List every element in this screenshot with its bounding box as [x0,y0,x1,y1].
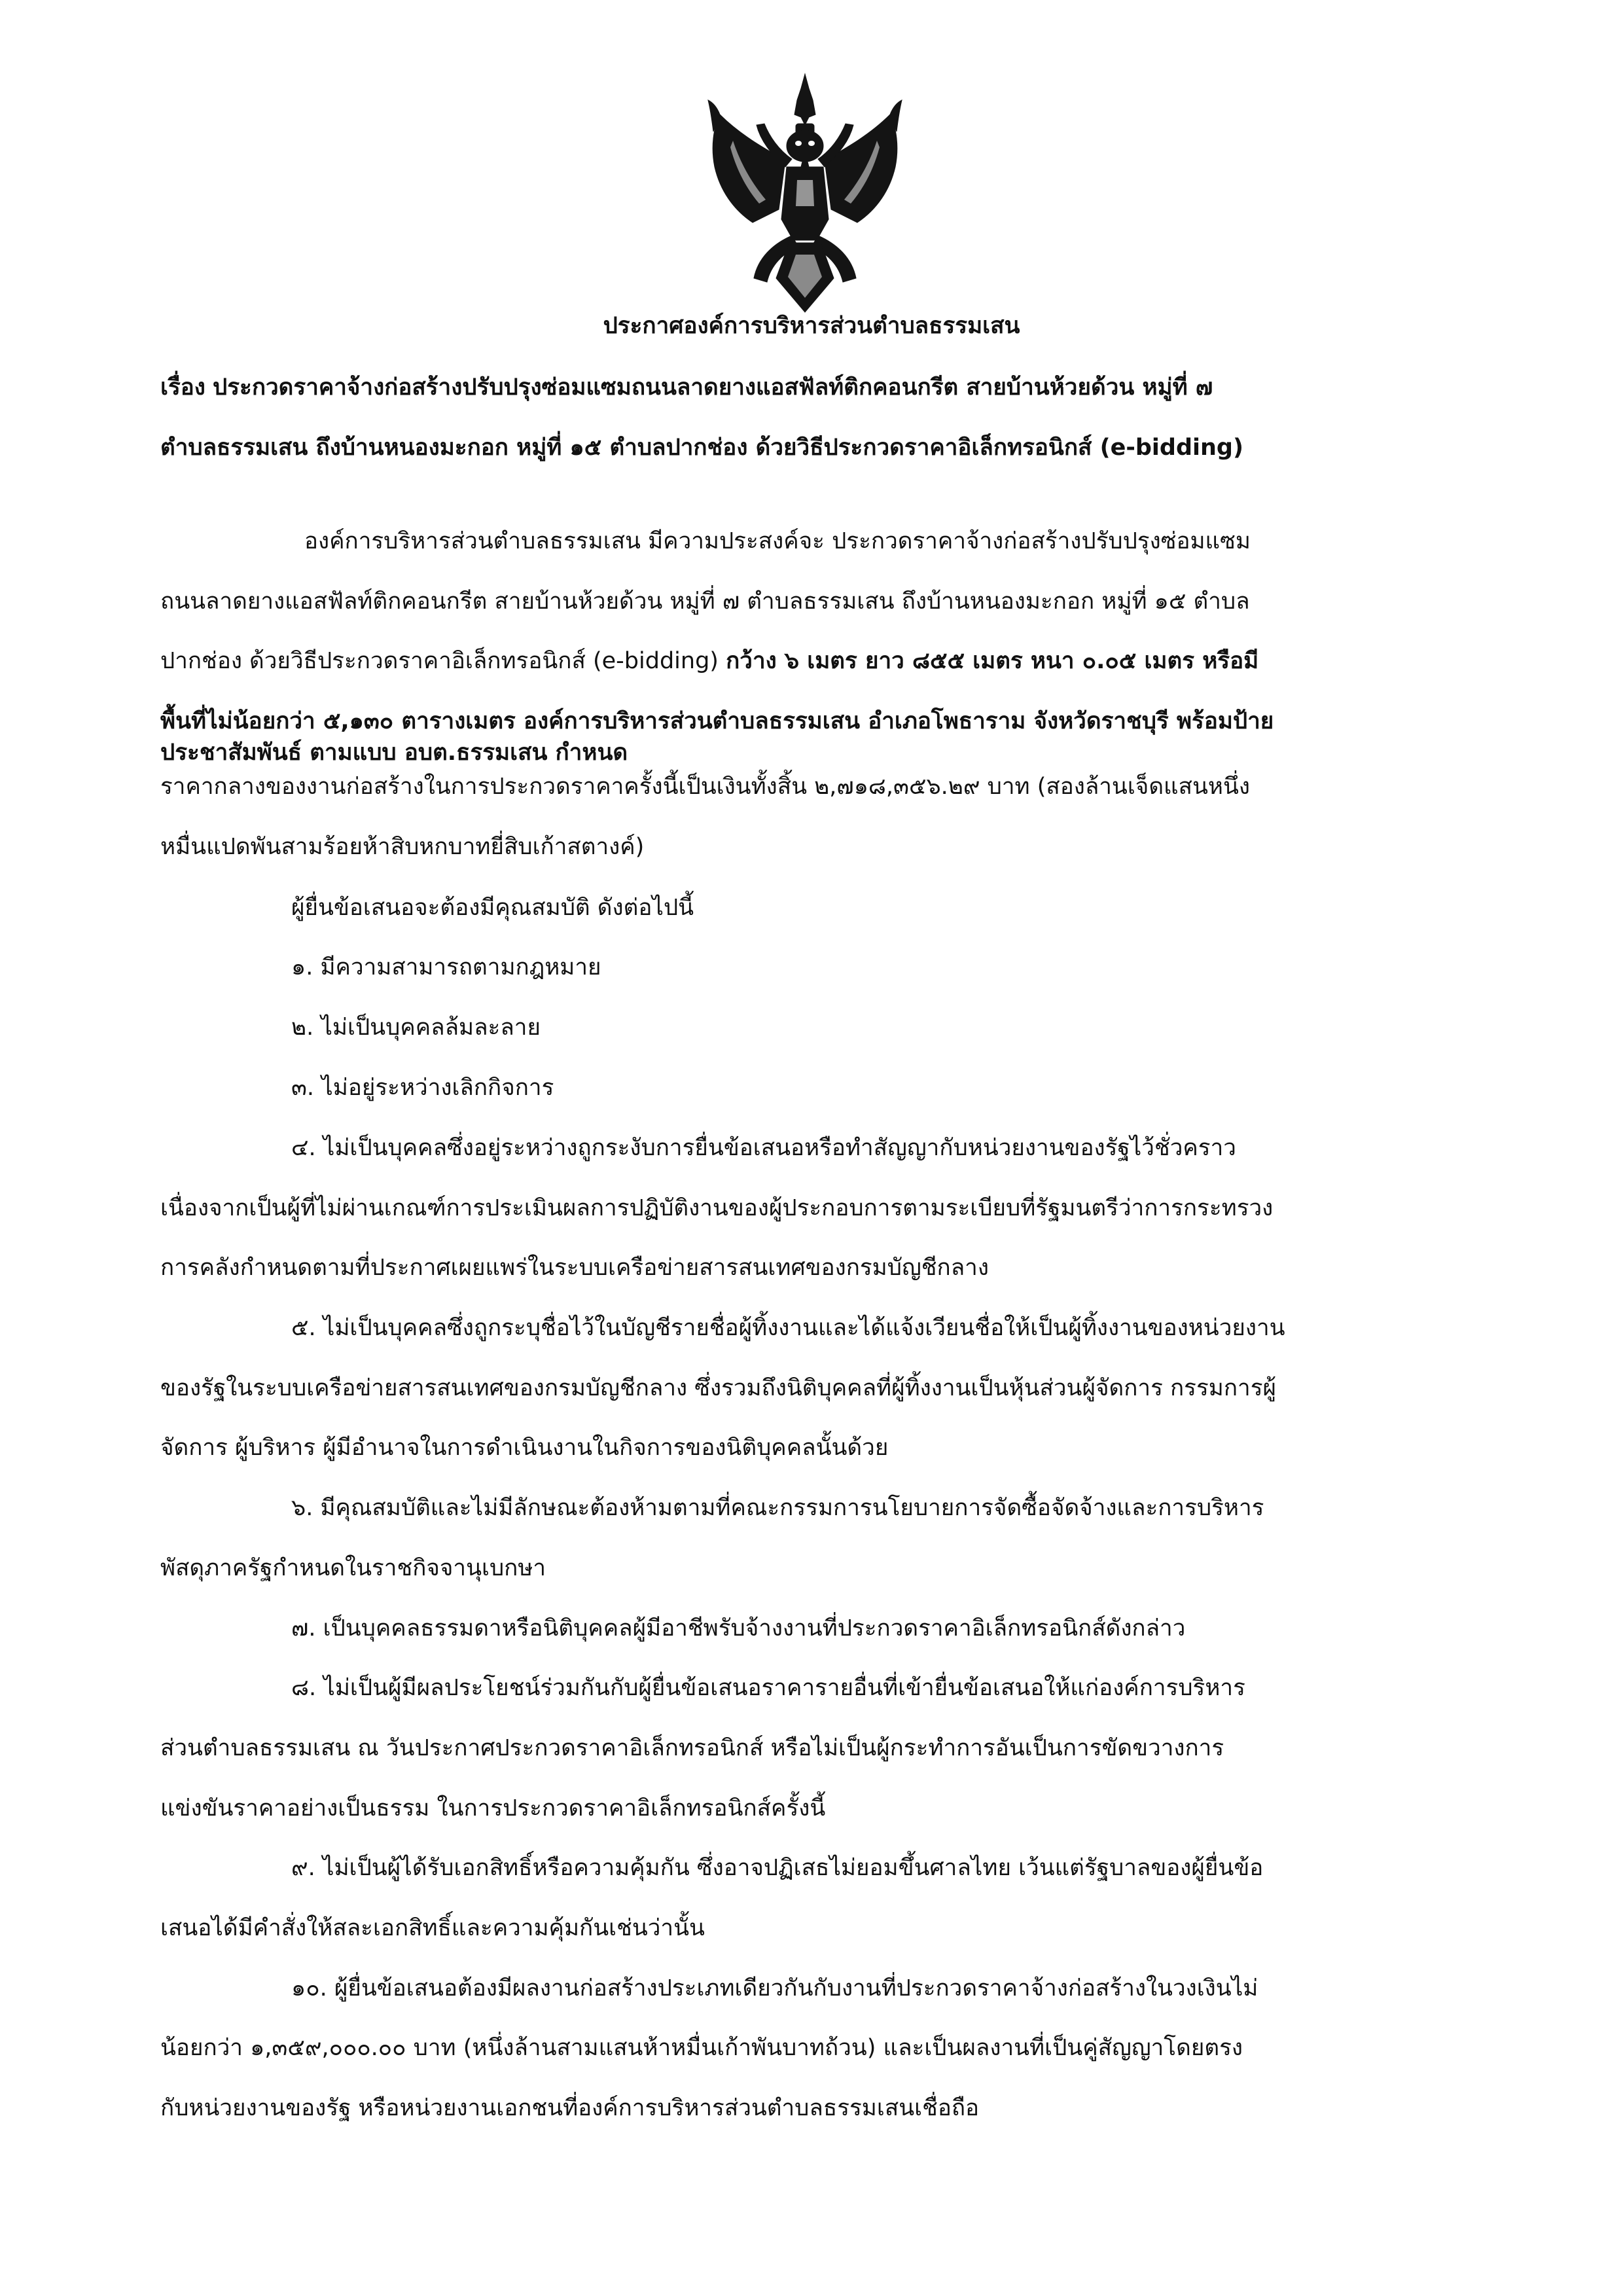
qualification-item-4-line-1: ๔. ไม่เป็นบุคคลซึ่งอยู่ระหว่างถูกระงับการยื่นข้อเสนอหรือทำสัญญากับหน่วยงานของรัฐไว้ชั่วคราว [291,1135,1236,1161]
subject-line-2: ตำบลธรรมเสน ถึงบ้านหนองมะกอก หมู่ที่ ๑๕ ตำบลปากช่อง ด้วยวิธีประกวดราคาอิเล็กทรอนิกส์ (e-bidding) [160,435,1243,461]
qualification-item-1: ๑. มีความสามารถตามกฎหมาย [291,954,601,980]
price-line-1: ราคากลางของงานก่อสร้างในการประกวดราคาครั้งนี้เป็นเงินทั้งสิ้น ๒,๗๑๘,๓๕๖.๒๙ บาท (สองล้านเจ็ดแสนหนึ่ง [160,774,1250,800]
garuda-emblem-icon [694,69,916,317]
intro-line-3b: กว้าง ๖ เมตร ยาว ๘๕๕ เมตร หนา ๐.๐๕ เมตร หรือมี [726,648,1259,674]
qualification-item-5-line-2: ของรัฐในระบบเครือข่ายสารสนเทศของกรมบัญชีกลาง ซึ่งรวมถึงนิติบุคคลที่ผู้ทิ้งงานเป็นหุ้นส่วนผู้จัดการ กรรมการผู้ [160,1375,1277,1401]
qualification-item-8-line-2: ส่วนตำบลธรรมเสน ณ วันประกาศประกวดราคาอิเล็กทรอนิกส์ หรือไม่เป็นผู้กระทำการอันเป็นการขัดขวางการ [160,1735,1224,1761]
qualification-item-10-line-2: น้อยกว่า ๑,๓๕๙,๐๐๐.๐๐ บาท (หนึ่งล้านสามแสนห้าหมื่นเก้าพันบาทถ้วน) และเป็นผลงานที่เป็นคู่สัญญาโดยตรง [160,2035,1243,2061]
qualification-item-9-line-1: ๙. ไม่เป็นผู้ได้รับเอกสิทธิ์หรือความคุ้มกัน ซึ่งอาจปฏิเสธไม่ยอมขึ้นศาลไทย เว้นแต่รัฐบาลของผู้ยื่นข้อ [291,1855,1264,1881]
qualification-item-4-line-3: การคลังกำหนดตามที่ประกาศเผยแพร่ในระบบเครือข่ายสารสนเทศของกรมบัญชีกลาง [160,1255,989,1281]
intro-line-3a: ปากช่อง ด้วยวิธีประกวดราคาอิเล็กทรอนิกส์ (e-bidding) [160,648,726,674]
intro-line-4: พื้นที่ไม่น้อยกว่า ๕,๑๓๐ ตารางเมตร องค์การบริหารส่วนตำบลธรรมเสน อำเภอโพธาราม จังหวัดราชบุรี พร้อมป้าย [160,708,1274,734]
qualification-item-3: ๓. ไม่อยู่ระหว่างเลิกกิจการ [291,1075,554,1101]
qualification-item-9-line-2: เสนอได้มีคำสั่งให้สละเอกสิทธิ์และความคุ้มกันเช่นว่านั้น [160,1915,705,1941]
qualification-item-7: ๗. เป็นบุคคลธรรมดาหรือนิติบุคคลผู้มีอาชีพรับจ้างงานที่ประกวดราคาอิเล็กทรอนิกส์ดังกล่าว [291,1615,1186,1641]
intro-line-1: องค์การบริหารส่วนตำบลธรรมเสน มีความประสงค์จะ ประกวดราคาจ้างก่อสร้างปรับปรุงซ่อมแซม [304,528,1251,554]
qualification-item-10-line-3: กับหน่วยงานของรัฐ หรือหน่วยงานเอกชนที่องค์การบริหารส่วนตำบลธรรมเสนเชื่อถือ [160,2095,980,2121]
intro-line-3 [160,647,1258,675]
subject-line-1 [160,373,1213,402]
qualification-item-6-line-2: พัสดุภาครัฐกำหนดในราชกิจจานุเบกษา [160,1555,546,1581]
qualification-item-5-line-1: ๕. ไม่เป็นบุคคลซึ่งถูกระบุชื่อไว้ในบัญชีรายชื่อผู้ทิ้งงานและได้แจ้งเวียนชื่อให้เป็นผู้ทิ้งงานของหน่วยงาน [291,1315,1285,1341]
subject-text-1: ประกวดราคาจ้างก่อสร้างปรับปรุงซ่อมแซมถนนลาดยางแอสฟัลท์ติกคอนกรีต สายบ้านห้วยด้วน หมู่ที่ ๗ [213,374,1213,401]
qualification-item-8-line-1: ๘. ไม่เป็นผู้มีผลประโยชน์ร่วมกันกับผู้ยื่นข้อเสนอราคารายอื่นที่เข้ายื่นข้อเสนอให้แก่องค์การบริหาร [291,1675,1245,1701]
subject-label: เรื่อง [160,374,205,401]
qualification-item-4-line-2: เนื่องจากเป็นผู้ที่ไม่ผ่านเกณฑ์การประเมินผลการปฏิบัติงานของผู้ประกอบการตามระเบียบที่รัฐมนตรีว่าการกระทรวง [160,1195,1274,1221]
price-line-2: หมื่นแปดพันสามร้อยห้าสิบหกบาทยี่สิบเก้าสตางค์) [160,834,645,860]
qualification-item-6-line-1: ๖. มีคุณสมบัติและไม่มีลักษณะต้องห้ามตามที่คณะกรรมการนโยบายการจัดซื้อจัดจ้างและการบริหาร [291,1495,1264,1521]
qualification-item-10-line-1: ๑๐. ผู้ยื่นข้อเสนอต้องมีผลงานก่อสร้างประเภทเดียวกันกับงานที่ประกวดราคาจ้างก่อสร้างในวงเงินไม่ [291,1975,1258,2001]
announcement-title: ประกาศองค์การบริหารส่วนตำบลธรรมเสน [603,313,1020,339]
qualification-item-2: ๒. ไม่เป็นบุคคลล้มละลาย [291,1014,541,1041]
qualifications-heading: ผู้ยื่นข้อเสนอจะต้องมีคุณสมบัติ ดังต่อไปนี้ [291,895,694,921]
qualification-item-5-line-3: จัดการ ผู้บริหาร ผู้มีอำนาจในการดำเนินงานในกิจการของนิติบุคคลนั้นด้วย [160,1435,889,1461]
qualification-item-8-line-3: แข่งขันราคาอย่างเป็นธรรม ในการประกวดราคาอิเล็กทรอนิกส์ครั้งนี้ [160,1795,826,1821]
intro-line-2: ถนนลาดยางแอสฟัลท์ติกคอนกรีต สายบ้านห้วยด้วน หมู่ที่ ๗ ตำบลธรรมเสน ถึงบ้านหนองมะกอก หมู่ที่ ๑๕ ตำบล [160,588,1250,615]
intro-line-5: ประชาสัมพันธ์ ตามแบบ อบต.ธรรมเสน กำหนด [160,740,628,766]
